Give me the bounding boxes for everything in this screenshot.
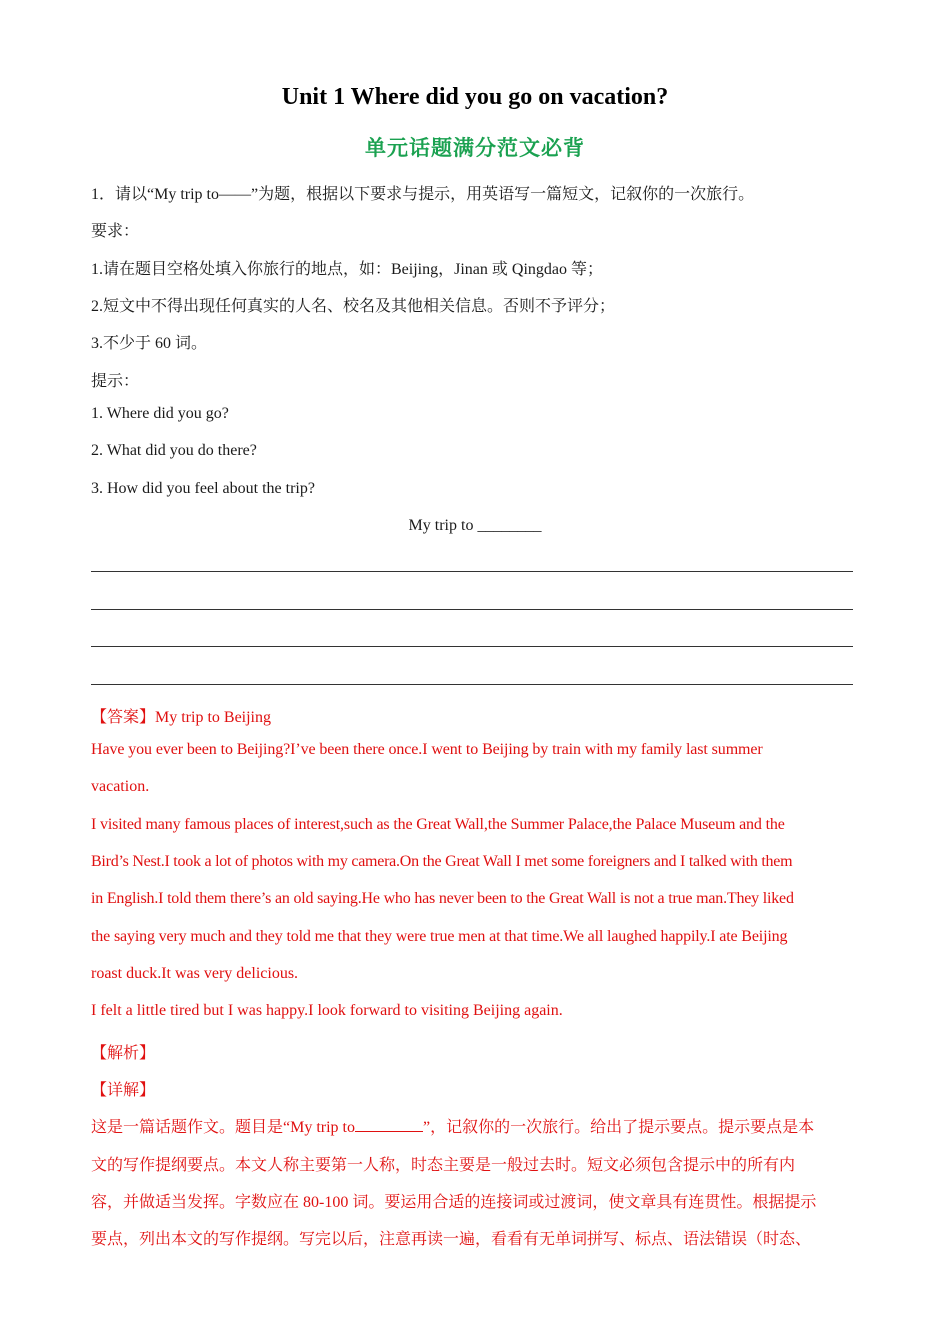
writing-line [91,571,853,572]
essay-title: My trip to ________ [408,517,542,534]
page-title: Unit 1 Where did you go on vacation? [281,84,669,110]
answer-label: 【答案】My trip to Beijing [91,709,272,726]
detail-line: 文的写作提纲要点。本文人称主要第一人称，时态主要是一般过去时。短文必须包含提示中的所有内 [91,1157,796,1174]
writing-line [91,646,853,647]
answer-line: roast duck.It was very delicious. [91,965,299,982]
detail-line [91,1114,861,1137]
page-subtitle: 单元话题满分范文必背 [365,136,585,160]
answer-line: vacation. [91,778,150,795]
answer-line: I felt a little tired but I was happy.I look forward to visiting Beijing again. [91,1002,563,1019]
hint-item: 1. Where did you go? [91,405,229,422]
hint-item: 3. How did you feel about the trip? [91,480,315,497]
writing-line [91,609,853,610]
requirement-item: 2.短文中不得出现任何真实的人名、校名及其他相关信息。否则不予评分； [91,298,616,315]
requirement-item: 3.不少于 60 词。 [91,335,208,352]
writing-line [91,684,853,685]
detail-line: 容，并做适当发挥。字数应在 80-100 词。要运用合适的连接词或过渡词，使文章具有连贯性。根据提示 [91,1194,817,1211]
requirement-item: 1.请在题目空格处填入你旅行的地点，如：Beijing，Jinan 或 Qingdao 等； [91,261,603,278]
answer-line: Bird’s Nest.I took a lot of photos with my camera.On the Great Wall I met some foreigners and I talked with them [91,853,793,870]
answer-line: the saying very much and they told me that they were true men at that time.We all laughed happily.I ate Beijing [91,928,788,945]
detail-text: ”，记叙你的一次旅行。给出了提示要点。提示要点是本 [423,1119,815,1136]
answer-line: Have you ever been to Beijing?I’ve been there once.I went to Beijing by train with my family last summer [91,741,763,758]
detail-label: 【详解】 [91,1082,156,1099]
blank-underline [355,1117,423,1132]
detail-text: 这是一篇话题作文。题目是“My trip to [91,1119,355,1136]
analysis-label: 【解析】 [91,1045,156,1062]
hints-label: 提示： [91,373,140,390]
answer-line: I visited many famous places of interest,such as the Great Wall,the Summer Palace,the Palace Museum and the [91,816,785,833]
detail-line: 要点，列出本文的写作提纲。写完以后，注意再读一遍，看看有无单词拼写、标点、语法错误（时态、 [91,1231,812,1248]
question-prompt: 1．请以“My trip to——”为题，根据以下要求与提示，用英语写一篇短文，记叙你的一次旅行。 [91,186,755,203]
answer-line: in English.I told them there’s an old saying.He who has never been to the Great Wall is not a true man.They liked [91,890,794,907]
requirements-label: 要求： [91,223,140,240]
hint-item: 2. What did you do there? [91,442,257,459]
